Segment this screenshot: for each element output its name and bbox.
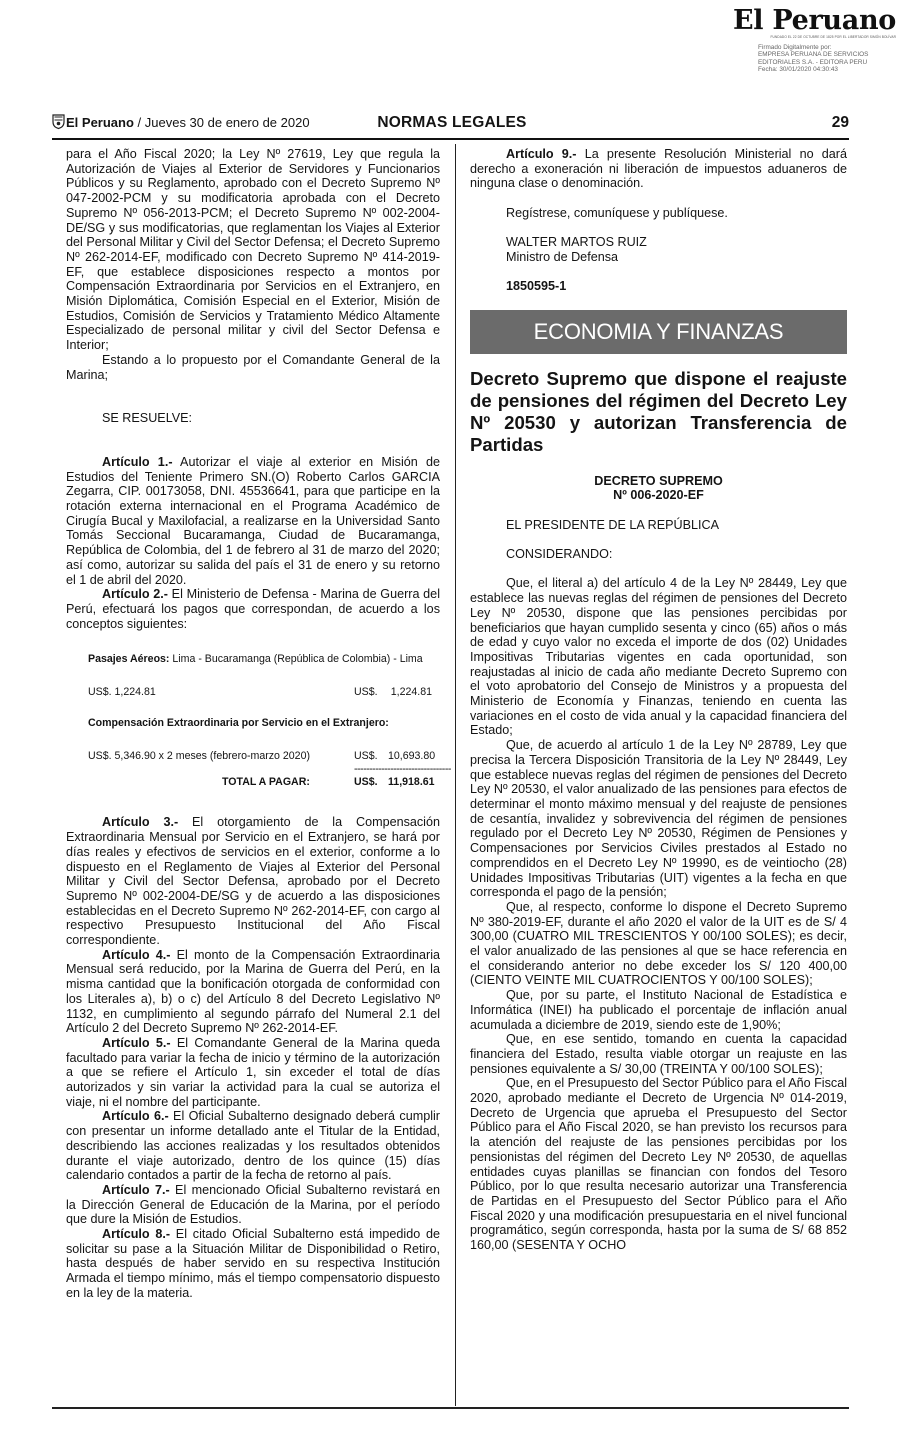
signature-line: Firmado Digitalmente por:	[758, 44, 832, 51]
running-head	[52, 110, 849, 140]
total-currency: US$.	[354, 776, 378, 789]
article-text: Autorizar el viaje al exterior en Misión de Estudios del Teniente Primero SN.(O) Roberto Carlos GARCIA Zegarra, CIP. 00173058, DNI. 45536641, para que participe en la rotación externa internacional en el Programa Académico de Cirugía Bucal y Maxilofacial, a realizarse en la Universidad Santo Tomás Seccional Bucaramanga, Ciudad de Bucaramanga, República de Colombia, del 1 de febrero al 31 de marzo del 2020; así como, autorizar su salida del país el 31 de enero y su retorno el 1 de abril del 2020.	[66, 454, 440, 587]
cost-amount: 1,224.81	[390, 686, 432, 699]
section-name: NORMAS LEGALES	[377, 114, 527, 131]
cost-route: Lima - Bucaramanga (República de Colombia) - Lima	[169, 653, 423, 666]
cost-row-compensation	[88, 717, 434, 730]
article-text: El monto de la Compensación Extraordinaria Mensual será reducido, por la Marina de Guerra del Perú, en la misma cantidad que la bonificación otorgada de conformidad con los Literales a), b) o c) del Artículo 8 del Decreto Legislativo Nº 1132, en cumplimiento al segundo párrafo del Numeral 2.1 del Artículo 2 del Decreto Supremo Nº 262-2014-EF.	[66, 947, 440, 1036]
article-6	[66, 1109, 440, 1183]
paragraph: para el Año Fiscal 2020; la Ley Nº 27619, Ley que regula la Autorización de Viajes al Exterior de Servidores y Funcionarios Públicos y su Reglamento, aprobado con el Decreto Supremo Nº 047-2002-PCM y su modificatoria aprobada con el Decreto Supremo Nº 056-2013-PCM; el Decreto Supremo Nº 002-2004-DE/SG y sus modificatorias, que reglamentan los Viajes al Exterior del Personal Militar y Civil del Sector Defensa; el Decreto Supremo Nº 262-2014-EF, modificado con Decreto Supremo Nº 414-2019-EF, que establece disposiciones respecto a montos por Compensación Extraordinaria por Servicios en el Extranjero, en Misión Diplomática, Comisión Especial en el Exterior, Misión de Estudios, Comisión de Servicios y Tratamiento Médico Altamente Especializado de personal militar y civil del Sector Defensa e Interior;	[66, 147, 440, 353]
article-label: Artículo 3.-	[102, 815, 179, 830]
publication-name: El Peruano	[66, 115, 134, 130]
article-2	[66, 587, 440, 631]
logo-tagline: FUNDADO EL 22 DE OCTUBRE DE 1825 POR EL LIBERTADOR SIMÓN BOLÍVAR	[770, 35, 896, 39]
article-1	[66, 455, 440, 587]
article-text: El Ministerio de Defensa - Marina de Guerra del Perú, efectuará los pagos que correspondan, de acuerdo a los conceptos siguientes:	[66, 587, 440, 631]
article-text: El otorgamiento de la Compensación Extraordinaria Mensual por Servicio en el Extranjero, se hará por días reales y efectivos de servicios en el exterior, conforme a lo dispuesto en el Reglamento de Viajes al Exterior del Personal Militar y Civil del Sector Defensa, aprobado por el Decreto Supremo Nº 002-2004-DE/SG y de acuerdo a las disposiciones establecidas en el Decreto Supremo Nº 262-2014-EF, con cargo al respectivo Presupuesto Institucional del Año Fiscal correspondiente.	[66, 815, 440, 948]
decree-type: DECRETO SUPREMO	[594, 473, 723, 488]
cost-label: Pasajes Aéreos:	[88, 653, 170, 666]
right-column	[470, 147, 847, 1253]
article-label: Artículo 4.-	[102, 947, 171, 962]
cost-label: Compensación Extraordinaria por Servicio en el Extranjero:	[88, 717, 389, 730]
article-4	[66, 948, 440, 1036]
section-banner: ECONOMIA Y FINANZAS	[470, 310, 847, 354]
left-column	[66, 147, 451, 1301]
article-label: Artículo 2.-	[102, 587, 168, 602]
article-9	[470, 147, 847, 191]
digital-signature	[758, 44, 898, 74]
cost-currency: US$.	[354, 750, 378, 763]
bottom-rule	[52, 1407, 849, 1409]
article-5	[66, 1036, 440, 1110]
resolution-heading: SE RESUELVE:	[102, 411, 193, 426]
article-text: La presente Resolución Ministerial no dará derecho a exoneración ni liberación de impuestos aduaneros de ninguna clase o denominación.	[470, 147, 848, 191]
signature-line: EDITORIALES S.A. - EDITORA PERU	[758, 58, 868, 66]
cost-row-airfare	[88, 653, 434, 666]
cost-row-compensation-amount	[88, 750, 434, 763]
article-3	[66, 815, 440, 947]
publication-date-line	[66, 115, 310, 130]
cost-calc: US$. 1,224.81	[88, 686, 156, 699]
article-label: Artículo 8.-	[102, 1227, 171, 1242]
decree-number: Nº 006-2020-EF	[613, 488, 704, 503]
cost-calc: US$. 5,346.90 x 2 meses (febrero-marzo 2020)	[88, 750, 310, 763]
paragraph: Que, de acuerdo al artículo 1 de la Ley Nº 28789, Ley que precisa la Tercera Disposición Transitoria de la Ley Nº 28449, Ley que establece nuevas reglas del régimen de pensiones del Decreto Ley Nº 20530, el valor anualizado de las pensiones para efectos de determinar el monto máximo mensual y del reajuste de pensiones de cesantía, invalidez y sobrevivencia del régimen de pensiones regulado por el Decreto Ley Nº 20530, Régimen de Pensiones y Compensaciones por Servicios Civiles prestados al Estado no comprendidos en el Decreto Ley Nº 19990, es de veintiocho (28) Unidades Impositivas Tributarias (UIT) vigentes a la fecha en que corresponda el pago de la pensión;	[470, 738, 847, 900]
total-label: TOTAL A PAGAR:	[222, 776, 310, 789]
signer-title: Ministro de Defensa	[506, 249, 618, 264]
closing-formula: Regístrese, comuníquese y publíquese.	[506, 205, 728, 220]
article-text: El Oficial Subalterno designado deberá cumplir con presentar un informe detallado ante el Titular de la Entidad, describiendo las acciones realizadas y los resultados obtenidos durante el viaje autorizado, dentro de los quince (15) días calendario contados a partir de la fecha de retorno al país.	[66, 1109, 440, 1183]
paragraph: Que, por su parte, el Instituto Nacional de Estadística e Informática (INEI) ha publicado el porcentaje de inflación anual acumulada a diciembre de 2019, siendo este de 1,90%;	[470, 988, 847, 1032]
signature-line: Fecha: 30/01/2020 04:30:43	[758, 66, 838, 74]
article-text: El mencionado Oficial Subalterno revistará en la Dirección General de Educación de la Marina, por el período que dure la Misión de Estudios.	[66, 1182, 440, 1227]
paragraph: Que, en el Presupuesto del Sector Público para el Año Fiscal 2020, aprobado mediante el Decreto de Urgencia Nº 014-2019, Decreto de Urgencia que aprueba el Presupuesto del Sector Público para el Año Fiscal 2020, se han previsto los recursos para la atención del reajuste de las pensiones percibidas por los pensionistas del régimen del Decreto Ley Nº 20530, de aquellas entidades cuyas planillas se financian con fondos del Tesoro Público, por lo que resulta necesario autorizar una Transferencia de Partidas en el Presupuesto del Sector Público para el Año Fiscal 2020 y una modificación presupuestaria en el nivel funcional programático, según corresponda, hasta por la suma de S/ 68 852 160,00 (SESENTA Y OCHO	[470, 1076, 847, 1253]
article-label: Artículo 7.-	[102, 1182, 170, 1197]
considerando-heading: CONSIDERANDO:	[506, 547, 613, 562]
decree-heading	[470, 474, 847, 503]
article-label: Artículo 5.-	[102, 1035, 171, 1050]
coat-of-arms-icon	[52, 114, 65, 129]
paragraph: Que, en ese sentido, tomando en cuenta la capacidad financiera del Estado, resulta viable otorgar un reajuste en las pensiones equivalente a S/ 30,00 (TREINTA Y 00/100 SOLES);	[470, 1032, 847, 1076]
publication-date: / Jueves 30 de enero de 2020	[133, 115, 310, 130]
paragraph: Que, el literal a) del artículo 4 de la Ley Nº 28449, Ley que establece las nuevas reglas del régimen de pensiones del Decreto Ley Nº 20530, dispone que las pensiones percibidas por beneficiarios que hayan cumplido sesenta y cinco (65) años o más de edad y cuyo valor no exceda el importe de dos (02) Unidades Impositivas Tributarias vigentes en cada oportunidad, son reajustadas al inicio de cada año mediante Decreto Supremo con el voto aprobatorio del Consejo de Ministros y a propuesta del Ministerio de Economía y Finanzas, teniendo en cuenta las variaciones en el costo de vida anual y la capacidad financiera del Estado;	[470, 576, 847, 738]
document-title: Decreto Supremo que dispone el reajuste de pensiones del régimen del Decreto Ley Nº 20530 y autorizan Transferencia de Partidas	[470, 367, 847, 455]
column-divider	[455, 144, 456, 1406]
article-label: Artículo 9.-	[506, 147, 577, 161]
cost-amount: 10,693.80	[388, 750, 436, 763]
cost-currency: US$.	[354, 686, 378, 699]
signature-line: EMPRESA PERUANA DE SERVICIOS	[758, 51, 869, 59]
article-8	[66, 1227, 440, 1301]
el-peruano-logo: El Peruano	[733, 5, 896, 36]
cost-row-airfare-amount	[88, 686, 434, 699]
cost-divider: --------------------------------	[354, 763, 451, 776]
article-text: El Comandante General de la Marina queda facultado para variar la fecha de inicio y término de la autorización a que se refiere el Artículo 1, sin exceder el total de días autorizados y sin variar la actividad para la cual se autoriza el viaje, ni el nombre del participante.	[66, 1035, 440, 1109]
cost-table	[66, 647, 451, 805]
article-label: Artículo 1.-	[102, 454, 173, 469]
page-number: 29	[831, 114, 849, 131]
president-line: EL PRESIDENTE DE LA REPÚBLICA	[506, 517, 719, 532]
article-7	[66, 1183, 440, 1227]
article-label: Artículo 6.-	[102, 1109, 169, 1124]
total-amount: 11,918.61	[388, 776, 435, 789]
signer-name: WALTER MARTOS RUIZ	[506, 235, 647, 250]
paragraph: Que, al respecto, conforme lo dispone el Decreto Supremo Nº 380-2019-EF, durante el año 2020 el valor de la UIT es de S/ 4 300,00 (CUATRO MIL TRESCIENTOS Y 00/100 SOLES); es decir, el valor anualizado de las pensiones al que se hace referencia en el considerando anterior no debe exceder los S/ 120 400,00 (CIENTO VEINTE MIL CUATROCIENTOS Y 00/100 SOLES);	[470, 899, 847, 988]
reference-number: 1850595-1	[506, 279, 567, 294]
paragraph: Estando a lo propuesto por el Comandante General de la Marina;	[66, 352, 440, 382]
article-text: El citado Oficial Subalterno está impedido de solicitar su pase a la Situación Militar de Disponibilidad o Retiro, hasta después de haber servido en su respectiva Institución Armada el tiempo mínimo, más el tiempo compensatorio dispuesto en la ley de la materia.	[66, 1227, 440, 1300]
